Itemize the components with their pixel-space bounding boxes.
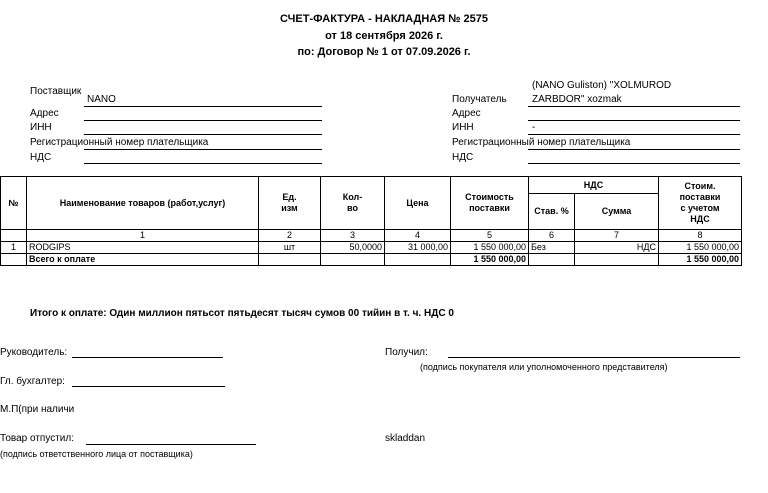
col-header-nds-sum: Сумма	[575, 194, 659, 230]
row-num: 1	[1, 242, 27, 254]
col-number: 2	[259, 230, 321, 242]
row-nds-rate: Без	[529, 242, 575, 254]
row-name: RODGIPS	[27, 242, 259, 254]
invoice-contract: по: Договор № 1 от 07.09.2026 г.	[297, 46, 471, 58]
column-numbers-row	[1, 230, 742, 242]
recipient-value-2: ZARBDOR" xozmak	[532, 94, 622, 105]
received-note: (подпись покупателя или уполномоченного представителя)	[420, 362, 668, 372]
recipient-inn-label: ИНН	[452, 122, 474, 133]
col-number: 8	[659, 230, 742, 242]
supplier-address-line	[84, 120, 322, 121]
supplier-value: NANO	[87, 94, 116, 105]
supplier-inn-label: ИНН	[30, 122, 52, 133]
col-header-price: Цена	[385, 177, 451, 230]
recipient-nds-label: НДС	[452, 152, 474, 163]
received-signature-line	[448, 357, 740, 358]
supplier-underline	[84, 106, 322, 107]
released-label: Товар отпустил:	[0, 433, 74, 444]
received-label: Получил:	[385, 347, 428, 358]
recipient-address-line	[528, 120, 740, 121]
received-by: skladdan	[385, 433, 426, 444]
row-unit: шт	[259, 242, 321, 254]
row-qty: 50,0000	[321, 242, 385, 254]
recipient-inn-value: -	[532, 122, 536, 133]
col-header-unit: Ед. изм	[259, 177, 321, 230]
recipient-value-1: (NANO Guliston) "XOLMUROD	[532, 80, 672, 91]
col-number: 3	[321, 230, 385, 242]
col-header-total: Стоим. поставки с учетом НДС	[659, 177, 742, 230]
supplier-label: Поставщик	[30, 86, 82, 97]
supplier-inn-line	[84, 134, 322, 135]
col-header-nds-rate: Став. %	[529, 194, 575, 230]
released-note: (подпись ответственного лица от поставщика)	[0, 449, 193, 459]
released-signature-line	[86, 444, 256, 445]
col-number: 4	[385, 230, 451, 242]
recipient-nds-line	[528, 163, 740, 164]
col-header-num: №	[1, 177, 27, 230]
total-cost: 1 550 000,00	[451, 254, 529, 266]
total-amount: 1 550 000,00	[659, 254, 742, 266]
invoice-title: СЧЕТ-ФАКТУРА - НАКЛАДНАЯ № 2575	[280, 13, 488, 25]
col-number: 6	[529, 230, 575, 242]
supplier-regnum-line	[84, 149, 322, 150]
col-number: 1	[27, 230, 259, 242]
accountant-label: Гл. бухгалтер:	[0, 376, 65, 387]
supplier-nds-line	[84, 163, 322, 164]
recipient-underline	[528, 106, 740, 107]
col-number: 5	[451, 230, 529, 242]
recipient-regnum-line	[528, 149, 740, 150]
invoice-date: от 18 сентября 2026 г.	[325, 30, 443, 42]
amount-in-words: Итого к оплате: Один миллион пятьсот пятьдесят тысяч сумов 00 тийин в т. ч. НДС 0	[30, 308, 454, 319]
total-label: Всего к оплате	[27, 254, 259, 266]
col-header-cost: Стоимость поставки	[451, 177, 529, 230]
director-signature-line	[72, 357, 223, 358]
supplier-address-label: Адрес	[30, 108, 59, 119]
col-number: 7	[575, 230, 659, 242]
row-total: 1 550 000,00	[659, 242, 742, 254]
row-cost: 1 550 000,00	[451, 242, 529, 254]
supplier-regnum-label: Регистрационный номер плательщика	[30, 137, 209, 148]
table-row	[1, 242, 742, 254]
invoice-table	[0, 176, 742, 266]
col-header-qty: Кол- во	[321, 177, 385, 230]
stamp-label: М.П(при наличи	[0, 404, 75, 415]
col-header-name: Наименование товаров (работ,услуг)	[27, 177, 259, 230]
recipient-inn-line	[528, 134, 740, 135]
recipient-address-label: Адрес	[452, 108, 481, 119]
recipient-label: Получатель	[452, 94, 507, 105]
col-header-nds: НДС	[529, 177, 659, 194]
row-price: 31 000,00	[385, 242, 451, 254]
accountant-signature-line	[72, 386, 225, 387]
recipient-regnum-label: Регистрационный номер плательщика	[452, 137, 631, 148]
total-row	[1, 254, 742, 266]
row-nds-sum: НДС	[575, 242, 659, 254]
director-label: Руководитель:	[0, 347, 68, 358]
supplier-nds-label: НДС	[30, 152, 52, 163]
